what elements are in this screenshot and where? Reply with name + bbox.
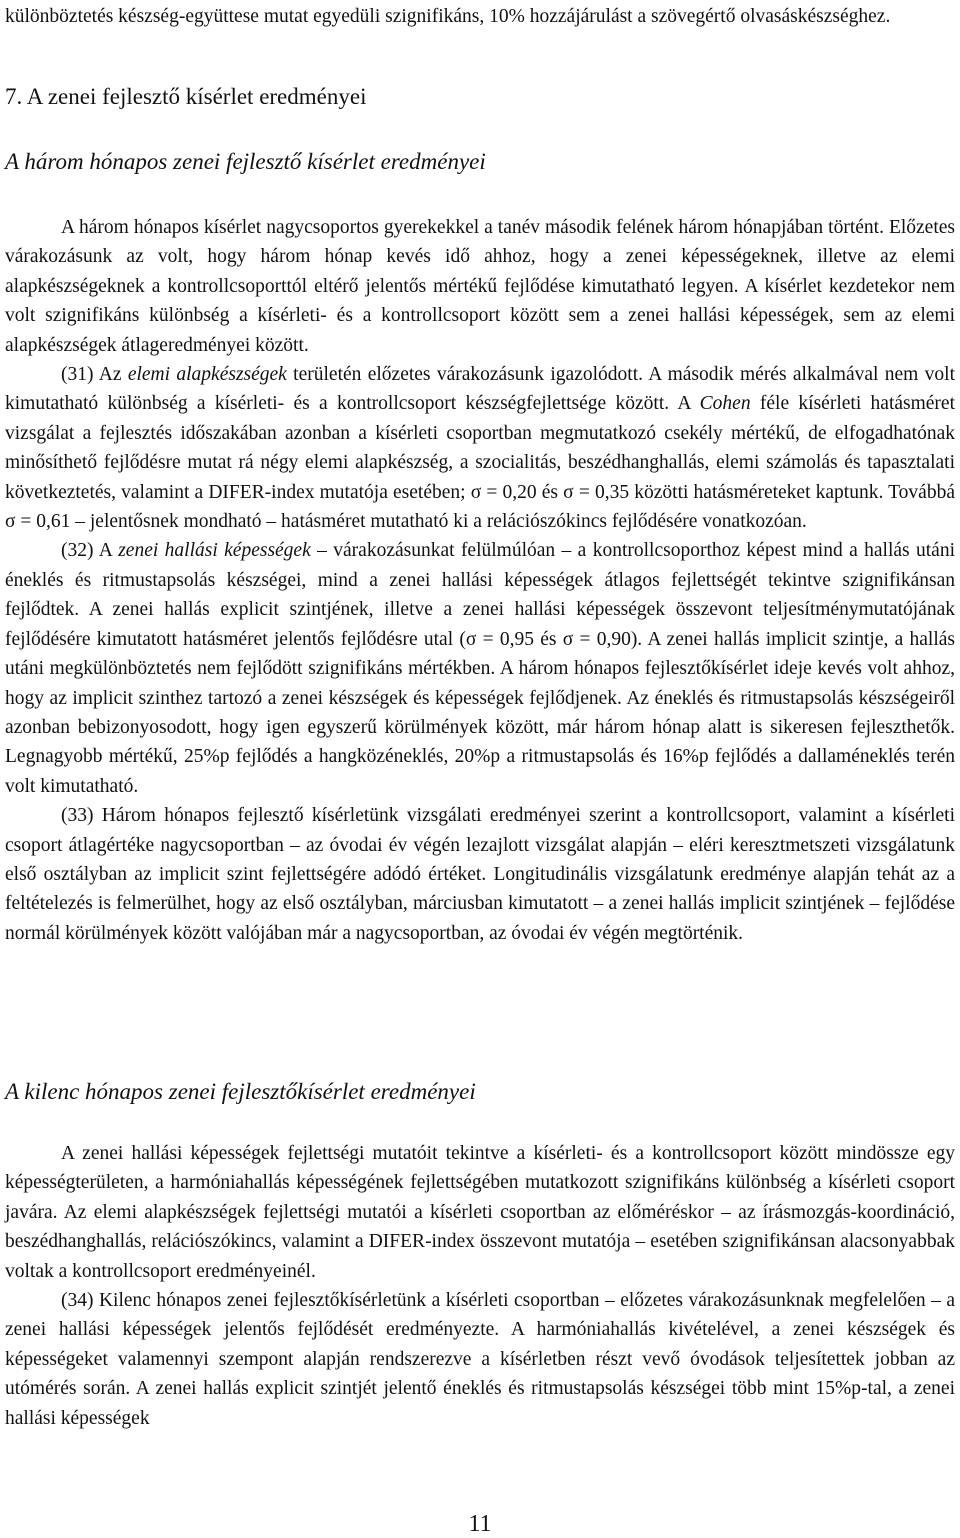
nine-month-body xyxy=(5,1139,955,1433)
subsection-heading-three-month: A három hónapos zenei fejlesztő kísérlet eredményei xyxy=(5,149,486,174)
paragraph-34: (34) Kilenc hónapos zenei fejlesztőkísérletünk a kísérleti csoportban – előzetes várakozásunknak megfelelően – a zenei hallási képességek jelentős fejlődését eredményezte. A harmóniahallás kivételével, a zenei készségek és képességeket valamennyi szempont alapján rendszerezve a kísérletben részt vevő óvodások teljesítettek jobban az utómérés során. A zenei hallás explicit szintjét jelentő éneklés és ritmustapsolás készségei több mint 15%p-tal, a zenei hallási képességek xyxy=(5,1290,955,1429)
page-number: 11 xyxy=(468,1511,492,1537)
paragraph-31: (31) Az elemi alapkészségek területén előzetes várakozásunk igazolódott. A második mérés alkalmával nem volt kimutatható különbség a kísérleti- és a kontrollcsoport készségfejlettsége között. A Cohen féle kísérleti hatásméret vizsgálat a fejlesztés időszakában azonban a kísérleti csoportban megmutatkozó csekély mértékű, de elfogadhatónak minősíthető fejlődésre mutat rá négy elemi alapkészség, a szocialitás, beszédhanghallás, elemi számolás és tapasztalati következtetés, valamint a DIFER-index mutatója esetében; σ = 0,20 és σ = 0,35 közötti hatásméreteket kaptunk. Továbbá σ = 0,61 – jelentősnek mondható – hatásméret mutatható ki a relációszókincs fejlődésére vonatkozóan. xyxy=(5,364,955,533)
emphasis-elemi-alapkeszsegek: elemi alapkészségek xyxy=(127,364,287,386)
subsection-heading-nine-month: A kilenc hónapos zenei fejlesztőkísérlet eredményei xyxy=(5,1079,476,1104)
emphasis-zenei-hallasi-kepessegek: zenei hallási képességek xyxy=(118,540,311,562)
intro-text: különböztetés készség-együttese mutat egyedüli szignifikáns, 10% hozzájárulást a szövegértő olvasáskészséghez. xyxy=(5,6,891,27)
section-heading: 7. A zenei fejlesztő kísérlet eredményei xyxy=(5,84,367,109)
paragraph-nine-month-intro: A zenei hallási képességek fejlettségi mutatóit tekintve a kísérleti- és a kontrollcsoport között mindössze egy képességterületen, a harmóniahallás képességének fejlettségében mutatkozott szignifikáns különbség a kísérleti csoport javára. Az elemi alapkészségek fejlettségi mutatói a kísérleti csoportban az előméréskor – az írásmozgás-koordináció, beszédhanghallás, relációszókincs, valamint a DIFER-index összevont mutatója – esetében szignifikánsan alacsonyabbak voltak a kontrollcsoport eredményeinél. xyxy=(5,1143,955,1282)
three-month-body xyxy=(5,213,955,948)
paragraph-33: (33) Három hónapos fejlesztő kísérletünk vizsgálati eredményei szerint a kontrollcsoport, valamint a kísérleti csoport átlagértéke nagycsoportban – az óvodai év végén lezajlott vizsgálat alapján – eléri keresztmetszeti vizsgálatunk első osztályban az implicit szint fejlettségére adódó értéket. Longitudinális vizsgálatunk eredménye alapján tehát az a feltételezés is felmerülhet, hogy az első osztályban, márciusban kimutatott – a zenei hallás implicit szintjének – fejlődése normál körülmények között valójában már a nagycsoportban, az óvodai év végén megtörténik. xyxy=(5,805,955,944)
paragraph-32: (32) A zenei hallási képességek – várakozásunkat felülmúlóan – a kontrollcsoporthoz képest mind a hallás utáni éneklés és ritmustapsolás készségei, mind a zenei hallási képességek átlagos fejlettségét tekintve szignifikánsan fejlődtek. A zenei hallás explicit szintjének, illetve a zenei hallási képességek összevont teljesítménymutatójának fejlődésére kimutatott hatásméret jelentős fejlődésre utal (σ = 0,95 és σ = 0,90). A zenei hallás implicit szintje, a hallás utáni megkülönböztetés nem fejlődött szignifikáns mértékben. A három hónapos fejlesztőkísérlet ideje kevés volt ahhoz, hogy az implicit szinthez tartozó a zenei készségek és képességek fejlődjenek. Az éneklés és ritmustapsolás készségeiről azonban bebizonyosodott, hogy igen egyszerű körülmények között, már három hónap alatt is sikeresen fejleszthetők. Legnagyobb mértékű, 25%p fejlődés a hangközéneklés, 20%p a ritmustapsolás és 16%p fejlődés a dallaméneklés terén volt kimutatható. xyxy=(5,540,956,797)
intro-paragraph-tail xyxy=(5,2,955,31)
paragraph-experiment-intro: A három hónapos kísérlet nagycsoportos gyerekekkel a tanév második felének három hónapjában történt. Előzetes várakozásunk az volt, hogy három hónap kevés idő ahhoz, hogy a zenei képességeknek, illetve az elemi alapkészségeknek a kontrollcsoporttól eltérő jelentős mértékű fejlődése kimutatható legyen. A kísérlet kezdetekor nem volt szignifikáns különbség a kísérleti- és a kontrollcsoport között sem a zenei hallási képességek, sem az elemi alapkészségek átlageredményei között. xyxy=(5,217,955,356)
emphasis-cohen: Cohen xyxy=(699,393,751,415)
